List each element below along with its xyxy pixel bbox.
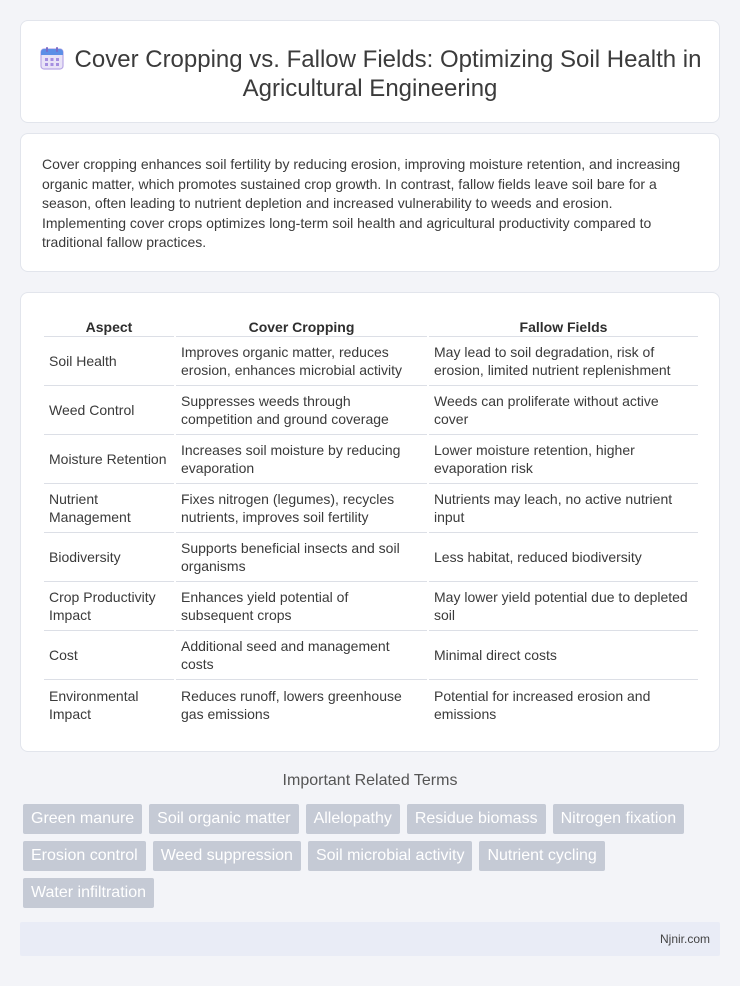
intro-paragraph: Cover cropping enhances soil fertility by reducing erosion, improving moisture retention, and increasing organic matter, which promotes sustained crop growth. In contrast, fallow fields leave soil bare for a season, often leading to nutrient depletion and increased vulnerability to weeds and erosion. Implementing cover crops optimizes long-term soil health and agricultural productivity compared to traditional fallow practices. (42, 156, 681, 251)
header-cover-cropping: Cover Cropping (176, 317, 427, 337)
table-row (44, 386, 698, 435)
table-header-row (44, 317, 698, 337)
cell-cover-cropping: Fixes nitrogen (legumes), recycles nutrients, improves soil fertility (176, 484, 427, 533)
cell-cover-cropping: Suppresses weeds through competition and ground coverage (176, 386, 427, 435)
comparison-table-card (20, 292, 720, 752)
table-row (44, 533, 698, 582)
header-aspect: Aspect (44, 317, 174, 337)
comparison-table (42, 317, 700, 729)
term-tag[interactable]: Water infiltration (23, 878, 154, 908)
footer (20, 922, 720, 956)
term-tag[interactable]: Soil microbial activity (308, 841, 472, 871)
cell-fallow-fields: May lead to soil degradation, risk of erosion, limited nutrient replenishment (429, 337, 698, 386)
term-tag[interactable]: Residue biomass (407, 804, 546, 834)
term-tag[interactable]: Green manure (23, 804, 142, 834)
term-tag[interactable]: Nitrogen fixation (553, 804, 685, 834)
cell-fallow-fields: Potential for increased erosion and emissions (434, 687, 651, 722)
cell-cover-cropping: Reduces runoff, lowers greenhouse gas emissions (181, 687, 402, 722)
cell-fallow-fields: Lower moisture retention, higher evaporation risk (429, 435, 698, 484)
table-row (44, 582, 698, 631)
cell-cover-cropping: Increases soil moisture by reducing evaporation (176, 435, 427, 484)
cell-aspect: Environmental Impact (49, 687, 139, 722)
header-fallow-fields: Fallow Fields (429, 317, 698, 337)
cell-aspect: Weed Control (44, 386, 174, 435)
cell-fallow-fields: Weeds can proliferate without active cover (429, 386, 698, 435)
cell-cover-cropping: Enhances yield potential of subsequent crops (176, 582, 427, 631)
table-row (44, 435, 698, 484)
cell-fallow-fields: Nutrients may leach, no active nutrient input (429, 484, 698, 533)
cell-aspect: Soil Health (44, 337, 174, 386)
page-title-wrap (21, 45, 719, 103)
calendar-icon (39, 45, 65, 71)
table-row (44, 631, 698, 680)
table-row (44, 337, 698, 386)
term-tag[interactable]: Soil organic matter (149, 804, 298, 834)
intro-card (20, 133, 720, 272)
page-title: Cover Cropping vs. Fallow Fields: Optimizing Soil Health in Agricultural Engineering (74, 46, 702, 102)
term-tag[interactable]: Weed suppression (153, 841, 301, 871)
cell-aspect: Moisture Retention (44, 435, 174, 484)
term-tag[interactable]: Erosion control (23, 841, 146, 871)
table-row (44, 484, 698, 533)
cell-aspect: Biodiversity (44, 533, 174, 582)
cell-aspect: Crop Productivity Impact (44, 582, 174, 631)
term-tag[interactable]: Allelopathy (306, 804, 400, 834)
cell-fallow-fields: Minimal direct costs (429, 631, 698, 680)
cell-cover-cropping: Supports beneficial insects and soil organisms (176, 533, 427, 582)
cell-fallow-fields: May lower yield potential due to depleted soil (429, 582, 698, 631)
table-row (44, 680, 698, 729)
cell-cover-cropping: Improves organic matter, reduces erosion, enhances microbial activity (176, 337, 427, 386)
related-terms-list (23, 804, 713, 908)
title-card (20, 20, 720, 123)
footer-site-link[interactable]: Njnir.com (659, 932, 710, 946)
related-terms-title: Important Related Terms (282, 772, 458, 789)
cell-cover-cropping: Additional seed and management costs (176, 631, 427, 680)
cell-fallow-fields: Less habitat, reduced biodiversity (429, 533, 698, 582)
cell-aspect: Nutrient Management (44, 484, 174, 533)
cell-aspect: Cost (44, 631, 174, 680)
term-tag[interactable]: Nutrient cycling (479, 841, 604, 871)
